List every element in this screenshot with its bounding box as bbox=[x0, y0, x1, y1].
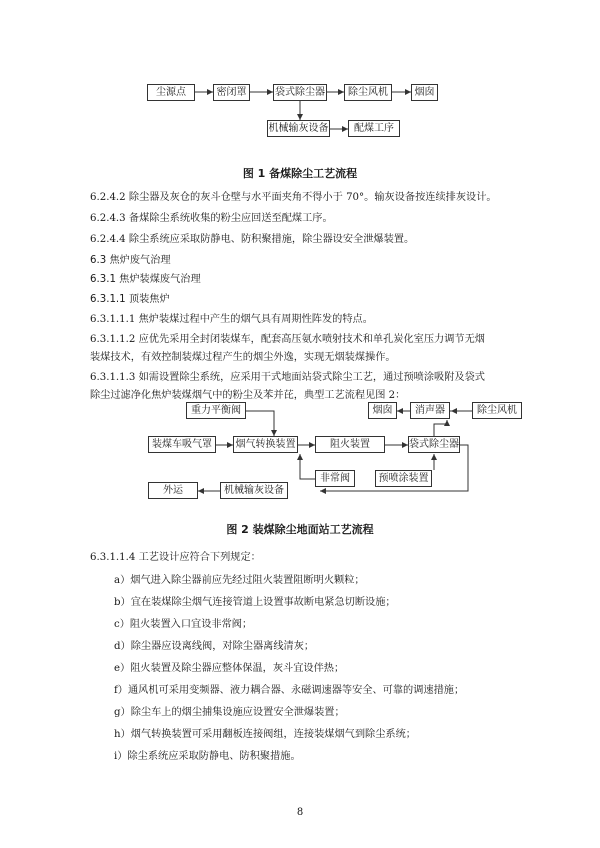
list-item-c: c）阻火装置入口宜设非常阀； bbox=[114, 619, 253, 630]
section-title: 焦炉装煤废气治理 bbox=[119, 274, 201, 285]
clause-number: 6.2.4.4 bbox=[90, 234, 126, 245]
section-number: 6.3.1.1 bbox=[90, 294, 126, 305]
fig1-node-fan: 除尘风机 bbox=[344, 84, 392, 101]
list-item-f: f）通风机可采用变频器、液力耦合器、永磁调速器等安全、可靠的调速措施； bbox=[114, 685, 465, 696]
clause-6-3-1-1-4 bbox=[90, 549, 522, 567]
list-item-h: h）烟气转换装置可采用翻板连接阀组，连接装煤烟气到除尘系统； bbox=[114, 729, 416, 740]
clause-6-2-4-4 bbox=[90, 231, 522, 249]
clause-text-line1: 如需设置除尘系统，应采用干式地面站袋式除尘工艺，通过预喷涂吸附及袋式 bbox=[138, 372, 485, 383]
figure2-caption: 图 2 装煤除尘地面站工艺流程 bbox=[226, 523, 374, 536]
clause-number: 6.2.4.3 bbox=[90, 213, 126, 224]
clause-6-3-1-1-3 bbox=[90, 369, 522, 405]
fig2-node-carhood: 装煤车吸气罩 bbox=[148, 436, 216, 453]
section-6-3-1-heading bbox=[90, 271, 522, 289]
clause-number: 6.3.1.1.4 bbox=[90, 552, 136, 563]
clause-6-3-1-1-1 bbox=[90, 311, 522, 329]
clause-text-line2: 除尘过滤净化焦炉装煤烟气中的粉尘及苯并芘，典型工艺流程见图 2： bbox=[90, 390, 406, 401]
page-number: 8 bbox=[296, 807, 304, 818]
fig2-node-valve: 重力平衡阀 bbox=[186, 402, 246, 419]
clause-text-line2: 装煤技术，有效控制装煤过程产生的烟尘外逸，实现无烟装煤操作。 bbox=[90, 352, 396, 363]
list-item-g: g）除尘车上的烟尘捕集设施应设置安全泄爆装置； bbox=[114, 707, 345, 718]
fig1-node-source: 尘源点 bbox=[147, 84, 195, 101]
clause-number: 6.3.1.1.3 bbox=[90, 372, 136, 383]
clause-text-line1: 应优先采用全封闭装煤车，配套高压氨水喷射技术和单孔炭化室压力调节无烟 bbox=[138, 334, 485, 345]
fig1-node-chimney: 烟囱 bbox=[411, 84, 438, 101]
fig2-node-precoat: 预喷涂装置 bbox=[375, 470, 432, 487]
list-item-i: i）除尘系统应采取防静电、防积聚措施。 bbox=[114, 751, 301, 762]
section-number: 6.3.1 bbox=[90, 274, 116, 285]
list-item-a: a）烟气进入除尘器前应先经过阻火装置阻断明火颗粒； bbox=[114, 575, 365, 586]
clause-number: 6.3.1.1.2 bbox=[90, 334, 136, 345]
clause-6-3-1-1-2 bbox=[90, 331, 522, 367]
section-6-3-1-1-heading bbox=[90, 291, 522, 309]
line-normalvalve-flame bbox=[300, 454, 315, 479]
clause-text: 备煤除尘系统收集的粉尘应回送至配煤工序。 bbox=[128, 213, 333, 224]
list-item-e: e）阻火装置及除尘器应整体保温，灰斗宜设伴热； bbox=[114, 663, 345, 674]
clause-number: 6.2.4.2 bbox=[90, 192, 126, 203]
clause-text: 工艺设计应符合下列规定： bbox=[138, 552, 261, 563]
fig2-node-fan: 除尘风机 bbox=[472, 402, 522, 419]
fig2-node-flame: 阻火装置 bbox=[315, 436, 385, 453]
fig1-node-hood: 密闭罩 bbox=[213, 84, 250, 101]
clause-text: 焦炉装煤过程中产生的烟气具有周期性阵发的特点。 bbox=[138, 314, 373, 325]
clause-6-2-4-3 bbox=[90, 210, 522, 228]
fig2-node-chimney: 烟囱 bbox=[368, 402, 397, 419]
fig1-node-bag: 袋式除尘器 bbox=[273, 84, 327, 101]
fig2-node-transport: 外运 bbox=[148, 482, 198, 499]
fig2-node-bag: 袋式除尘器 bbox=[408, 436, 460, 453]
figure1-caption: 图 1 备煤除尘工艺流程 bbox=[242, 167, 358, 180]
fig1-node-conveyor: 机械输灰设备 bbox=[267, 120, 330, 137]
clause-text: 除尘系统应采取防静电、防积聚措施，除尘器设安全泄爆装置。 bbox=[128, 234, 415, 245]
fig2-node-normalvalve: 非常阀 bbox=[315, 470, 355, 487]
list-item-b: b）宜在装煤除尘烟气连接管道上设置事故断电紧急切断设施； bbox=[114, 597, 396, 608]
clause-text: 除尘器及灰仓的灰斗仓壁与水平面夹角不得小于 70°。输灰设备按连续排灰设计。 bbox=[128, 192, 497, 203]
clause-number: 6.3.1.1.1 bbox=[90, 314, 136, 325]
fig2-node-conveyor: 机械输灰设备 bbox=[220, 482, 288, 499]
line-valve-switch bbox=[246, 411, 274, 436]
fig2-node-switch: 烟气转换装置 bbox=[233, 436, 298, 453]
clause-6-2-4-2 bbox=[90, 189, 522, 207]
section-title: 顶装焦炉 bbox=[128, 294, 170, 305]
section-6-3-heading bbox=[90, 252, 522, 270]
list-item-d: d）除尘器应设离线阀，对除尘器离线清灰； bbox=[114, 641, 315, 652]
fig2-node-silencer: 消声器 bbox=[410, 402, 450, 419]
fig1-node-process: 配煤工序 bbox=[348, 120, 400, 137]
section-title: 焦炉废气治理 bbox=[109, 255, 171, 266]
line-bag-fan bbox=[434, 420, 447, 436]
section-number: 6.3 bbox=[90, 255, 107, 266]
